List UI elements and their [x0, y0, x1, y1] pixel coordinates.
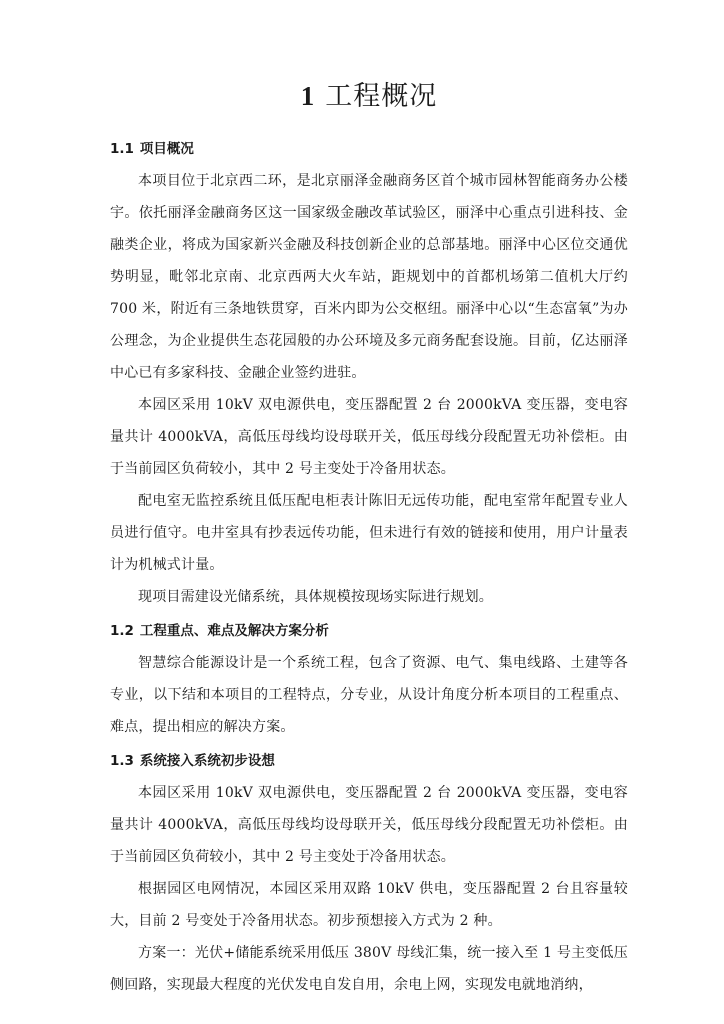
section-heading: [110, 137, 628, 161]
section-heading: [110, 619, 628, 643]
chapter-title: [110, 74, 628, 113]
paragraph: 本园区采用 10kV 双电源供电，变压器配置 2 台 2000kVA 变压器，变电容量共计 4000kVA，高低压母线均设母联开关，低压母线分段配置无功补偿柜。由于当前园区负荷较小，其中 2 号主变处于冷备用状态。: [110, 785, 628, 865]
section-title: 工程重点、难点及解决方案分析: [139, 623, 329, 639]
section-1-2: [110, 619, 628, 743]
paragraph: 本园区采用 10kV 双电源供电，变压器配置 2 台 2000kVA 变压器，变电容量共计 4000kVA，高低压母线均设母联开关，低压母线分段配置无功补偿柜。由于当前园区负荷较小，其中 2 号主变处于冷备用状态。: [110, 397, 628, 477]
paragraph: 配电室无监控系统且低压配电柜表计陈旧无远传功能，配电室常年配置专业人员进行值守。电井室具有抄表远传功能，但未进行有效的链接和使用，用户计量表计为机械式计量。: [110, 493, 628, 573]
section-number: 1.3: [110, 753, 134, 769]
paragraph: 本项目位于北京西二环，是北京丽泽金融商务区首个城市园林智能商务办公楼宇。依托丽泽金融商务区这一国家级金融改革试验区，丽泽中心重点引进科技、金融类企业，将成为国家新兴金融及科技创新企业的总部基地。丽泽中心区位交通优势明显，毗邻北京南、北京西两大火车站，距规划中的首都机场第二值机大厅约 700 米，附近有三条地铁贯穿，百米内即为公交枢纽。丽泽中心以“生态富氧”为办公理念，为企业提供生态花园般的办公环境及多元商务配套设施。目前，亿达丽泽中心已有多家科技、金融企业签约进驻。: [110, 173, 628, 381]
paragraph: 根据园区电网情况，本园区采用双路 10kV 供电，变压器配置 2 台且容量较大，目前 2 号变处于冷备用状态。初步预想接入方式为 2 种。: [110, 881, 628, 929]
section-1-3: [110, 749, 628, 1001]
section-1-1: [110, 137, 628, 613]
section-number: 1.1: [110, 141, 134, 157]
chapter-title-text: 工程概况: [325, 81, 438, 112]
section-heading: [110, 749, 628, 773]
section-title: 系统接入系统初步设想: [139, 753, 275, 769]
chapter-number: 1: [300, 81, 316, 111]
paragraph: 现项目需建设光储系统，具体规模按现场实际进行规划。: [138, 589, 493, 605]
paragraph: 方案一：光伏+储能系统采用低压 380V 母线汇集，统一接入至 1 号主变低压侧回路，实现最大程度的光伏发电自发自用，余电上网，实现发电就地消纳，: [110, 945, 628, 993]
section-number: 1.2: [110, 623, 134, 639]
paragraph: 智慧综合能源设计是一个系统工程，包含了资源、电气、集电线路、土建等各专业，以下结和本项目的工程特点，分专业，从设计角度分析本项目的工程重点、难点，提出相应的解决方案。: [110, 655, 628, 735]
section-title: 项目概况: [139, 141, 194, 157]
